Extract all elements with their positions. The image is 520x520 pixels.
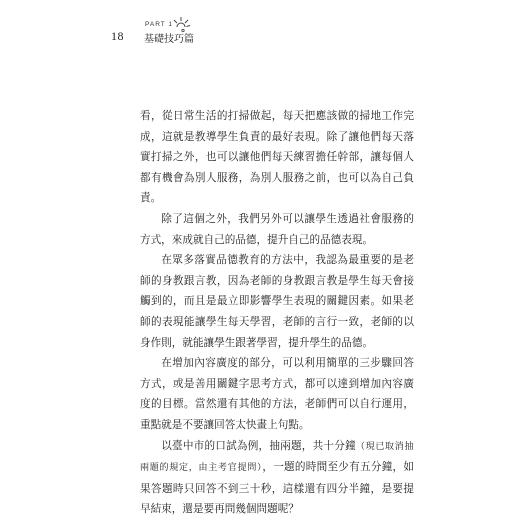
paragraph-text: 在眾多落實品德教育的方法中，我認為最重要的是老師的身教跟言教，因為老師的身教跟言教是學生每天會接觸到的，而且是最立即影響學生表現的關鍵因素。如果老師的表現能讓學生每天學習，老師的言行一致，老師的以身作則，就能讓學生跟著學習，提升學生的品德。: [140, 254, 414, 349]
paragraph: [140, 209, 414, 250]
sun-doodle-icon: [170, 14, 192, 36]
part-label: PART 1: [145, 21, 174, 28]
paragraph: [140, 436, 414, 520]
paragraph-text: 看，從日常生活的打掃做起，每天把應該做的掃地工作完成，這就是教導學生負責的最好表現。除了讓他們每天落實打掃之外，也可以讓他們每天練習擔任幹部，讓每個人都有機會為別人服務，為別人服務之前，也可以為自己負責。: [140, 110, 414, 205]
paragraph: [140, 250, 414, 353]
paragraph-text: 在增加內容廣度的部分，可以利用簡單的三步驟回答方式，或是善用關鍵字思考方式，都可以達到增加內容廣度的目標。當然還有其他的方法，老師們可以自行運用，重點就是不要讓回答太快畫上句點。: [140, 357, 414, 431]
paragraph: [140, 106, 414, 209]
paragraph-text: 除了這個之外，我們另外可以讓學生透過社會服務的方式，來成就自己的品德，提升自己的品德表現。: [140, 212, 414, 246]
paragraph-text: 以臺中市的口試為例，抽兩題，共十分鐘: [161, 439, 356, 452]
paragraph: [140, 353, 414, 435]
section-title: 基礎技巧篇: [144, 34, 194, 45]
body-text: [140, 106, 414, 520]
inline-note: （現已取消抽兩題的規定，由主考官提問）: [140, 441, 414, 474]
paragraph-text: ，一題的時間至少有五分鐘，如果答題時只回答不到三十秒，這樣還有四分半鐘，是要提早結束，還是要再問幾個問題呢？: [140, 461, 414, 516]
page-number: 18: [111, 29, 124, 43]
